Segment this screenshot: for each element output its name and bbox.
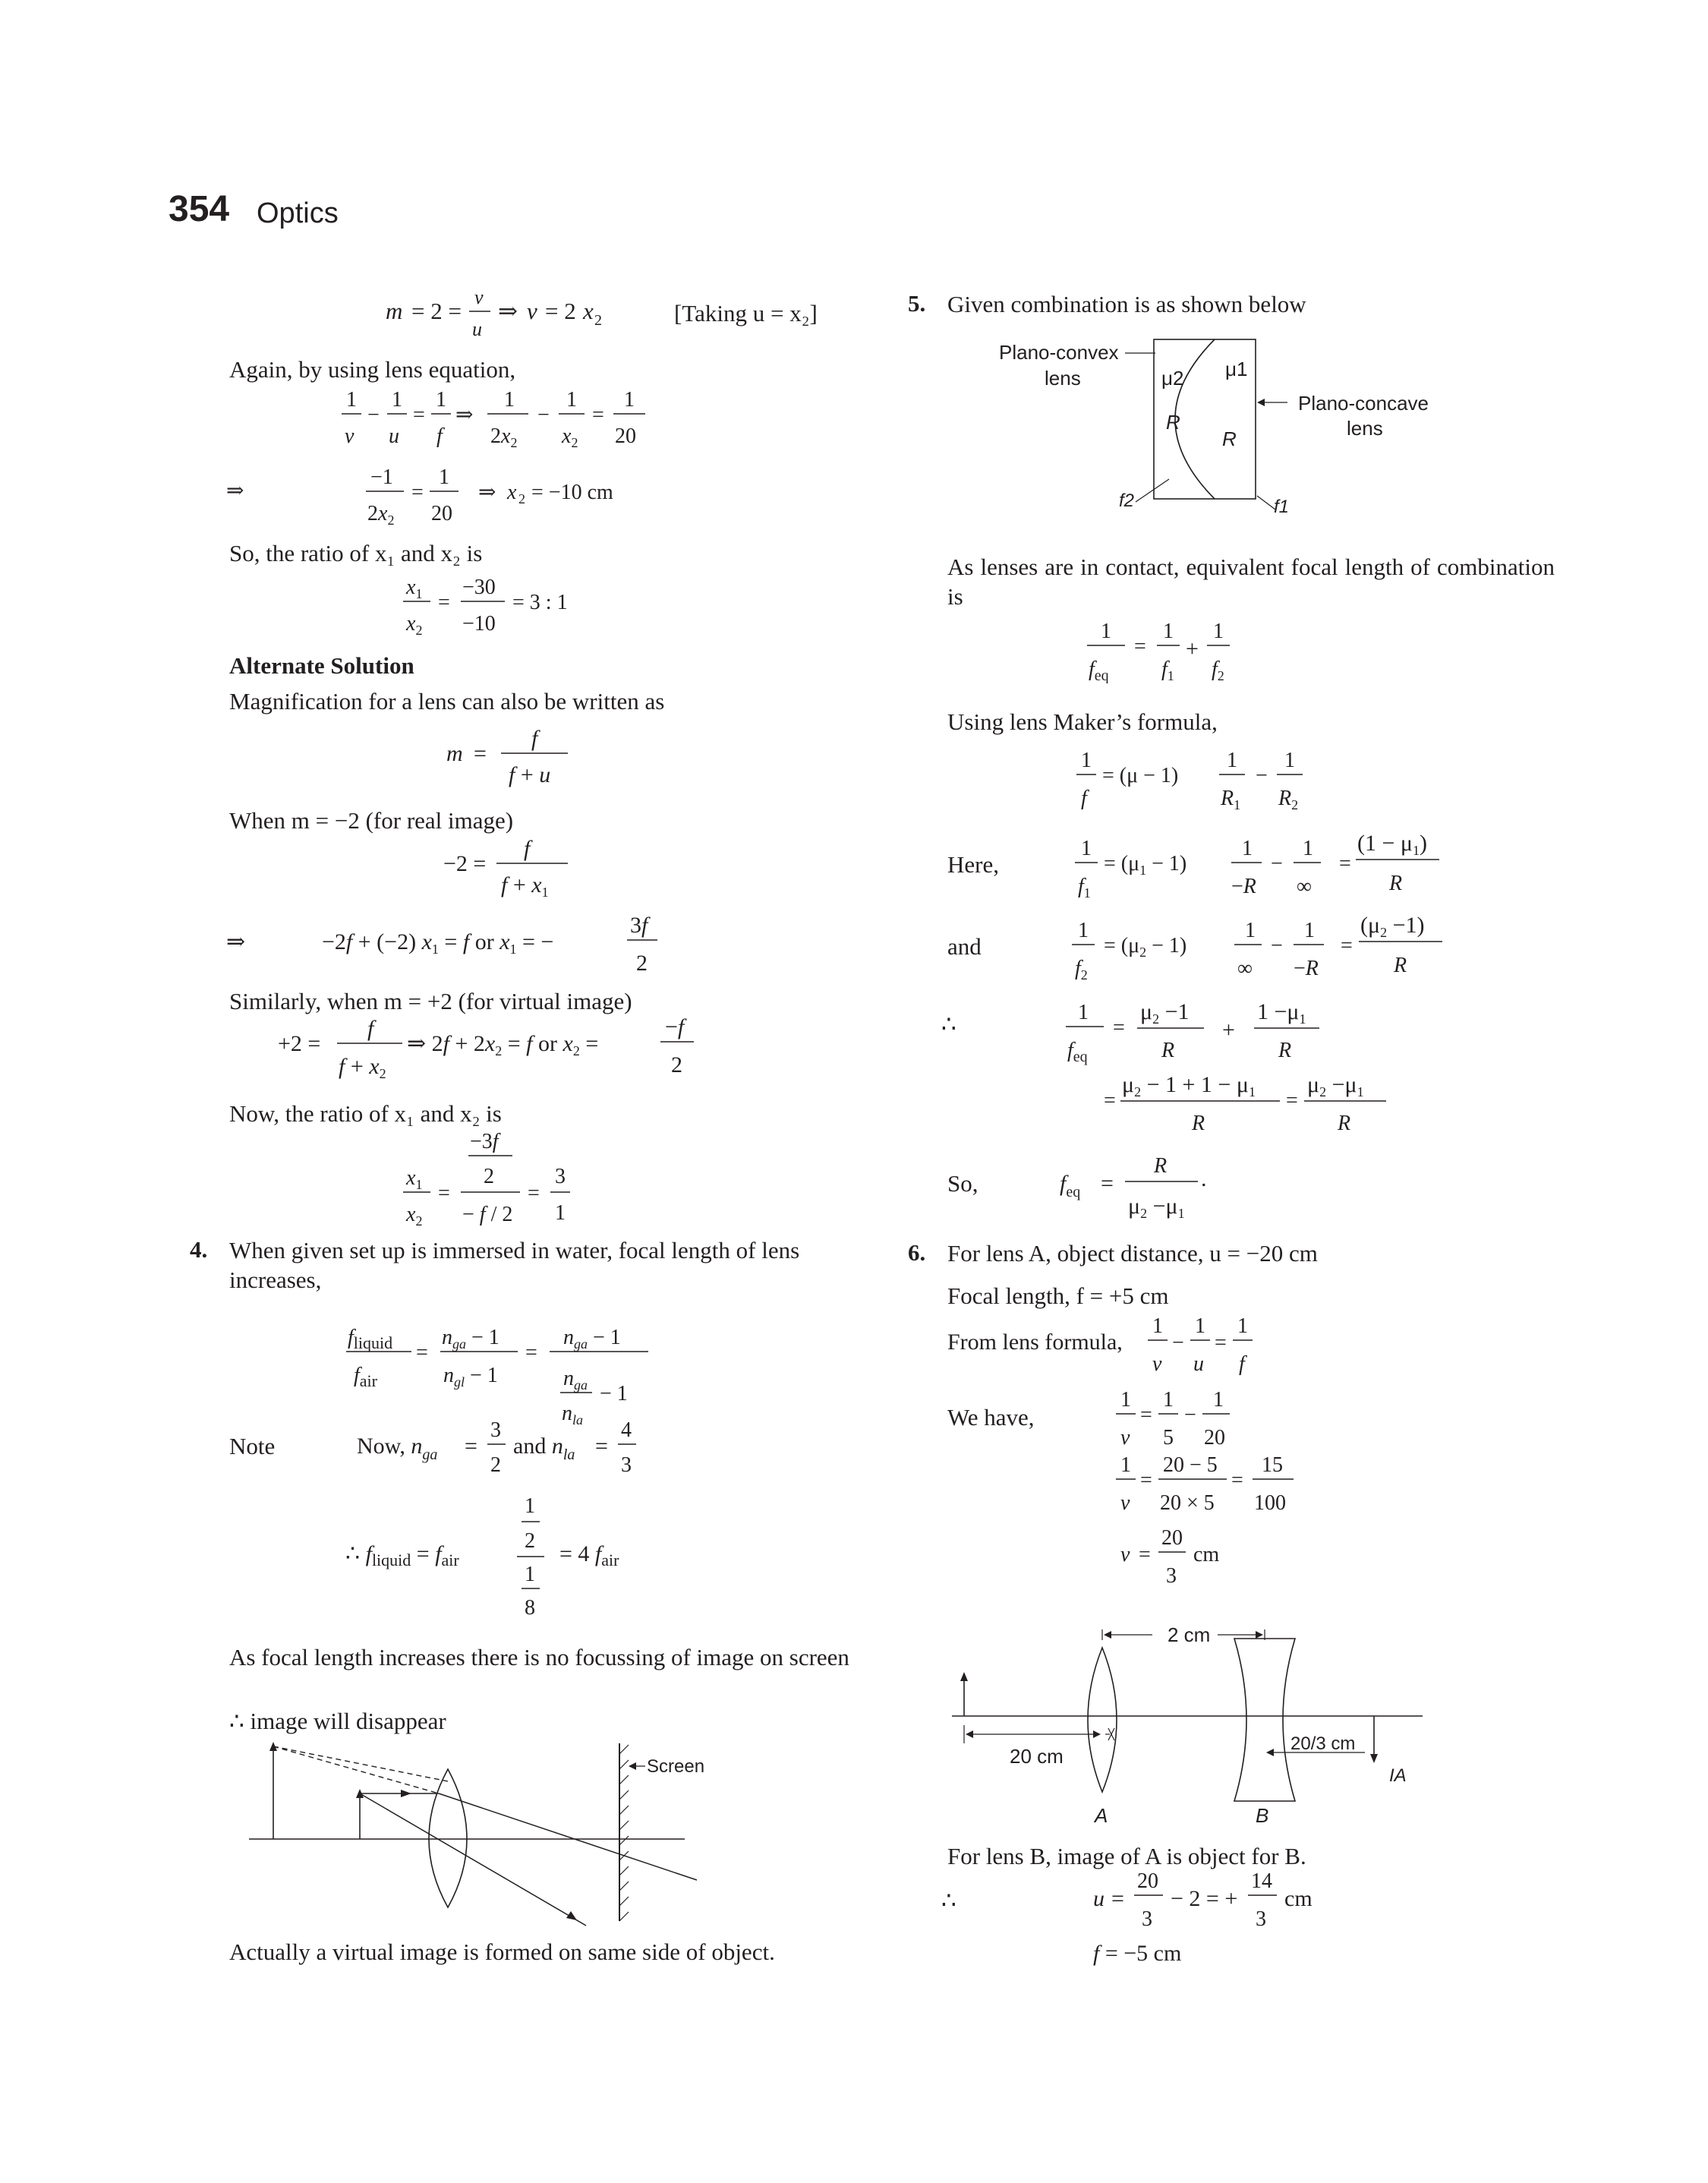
svg-text:= (μ1 − 1): = $(\mu_1 - 1)$	[1104, 852, 1187, 878]
eq-lens-formula	[947, 1310, 1281, 1378]
svg-text:v: v	[1120, 1491, 1130, 1515]
svg-text:B: B	[1256, 1804, 1269, 1822]
svg-text:nga: $n_{ga}$	[563, 1367, 588, 1393]
svg-text:−: −	[537, 403, 550, 427]
svg-text:(μ2 −1): $(\mu_2 -1)$	[1360, 913, 1425, 940]
svg-text:R: R	[1154, 1154, 1168, 1178]
svg-text:m: m	[446, 741, 463, 766]
svg-text:f2: f2	[1119, 491, 1135, 511]
svg-text:R: R	[1192, 1112, 1205, 1135]
eq-feq-final	[1060, 1145, 1227, 1221]
svg-text:μ2 − 1 + 1 − μ1: $\mu_2 - 1 + 1 - \mu_1$	[1122, 1072, 1256, 1099]
svg-text:= 3 : 1: = 3 : 1	[512, 591, 568, 614]
svg-text:u: u	[1193, 1352, 1204, 1376]
alternate-heading: Alternate Solution	[229, 652, 414, 679]
convex-lens	[429, 1769, 467, 1907]
svg-text:⇒ 2f + 2x2 = f or x2 =: ⇒ $2f + 2x_2 = f$ or $x_2$ =	[407, 1031, 599, 1058]
svg-text:= (μ2 − 1): = $(\mu_2 - 1)$	[1104, 934, 1187, 960]
svg-text:=: =	[1215, 1331, 1227, 1355]
svg-text:1: 1	[1213, 1388, 1224, 1412]
svg-text:From lens formula,: From lens formula,	[947, 1330, 1123, 1355]
now-ratio-text: Now, the ratio of x₁ and x₂ is	[229, 1100, 502, 1127]
question-4-number: 4.	[190, 1236, 208, 1263]
again-text: Again, by using lens equation,	[229, 356, 516, 383]
svg-text:R2: $R_2$	[1278, 787, 1299, 812]
svg-text:u: u	[389, 424, 399, 448]
svg-text:R1: $R_1$	[1221, 787, 1241, 812]
svg-text:=: =	[411, 481, 424, 504]
svg-text:R: R	[1278, 1039, 1292, 1062]
svg-text:lens: lens	[1045, 367, 1081, 390]
svg-text:1: 1	[1195, 1314, 1205, 1338]
eq-f-liquid	[345, 1488, 664, 1625]
eq-we-have-3	[1113, 1522, 1234, 1590]
svg-text:−R: −R	[1231, 875, 1256, 898]
chapter-title: Optics	[257, 197, 339, 229]
svg-text:=: =	[465, 1434, 477, 1459]
svg-text:−R: −R	[1294, 957, 1319, 980]
svg-text:1: 1	[346, 388, 357, 412]
svg-text:20 cm: 20 cm	[1010, 1745, 1064, 1768]
svg-text:R: R	[1338, 1112, 1351, 1135]
svg-text:f: f	[436, 424, 443, 448]
svg-text:1: 1	[1284, 749, 1295, 772]
svg-text:20: 20	[431, 502, 452, 525]
svg-text:x1: $x_1$	[406, 576, 423, 601]
svg-text:IA: IA	[1389, 1765, 1407, 1786]
svg-text:ngl − 1: $n_{gl} - 1$	[443, 1364, 498, 1390]
svg-text:feq: $f_{eq}$	[1089, 658, 1109, 683]
svg-text:= (μ − 1): = (μ − 1)	[1102, 764, 1179, 787]
here-label: Here,	[947, 851, 999, 878]
svg-text:(1 − μ1): $(1 - \mu_1)$	[1357, 831, 1427, 858]
svg-text:f1: f1	[1274, 497, 1290, 517]
svg-text:feq: $f_{eq}$	[1067, 1039, 1088, 1065]
svg-text:⇒: ⇒	[455, 403, 474, 427]
svg-text:= 2: = 2	[545, 298, 576, 324]
svg-text:3: 3	[1142, 1907, 1152, 1931]
svg-text:− 1: − 1	[600, 1382, 628, 1405]
note-label: Note	[229, 1433, 276, 1459]
svg-text:= 4 fair: = 4 $f_{air}$	[559, 1541, 619, 1569]
for-lens-b-text: For lens B, image of A is object for B.	[947, 1843, 1306, 1869]
svg-text:=: =	[1339, 852, 1351, 875]
svg-text:2: 2	[518, 491, 525, 506]
svg-text:=: =	[525, 1341, 537, 1364]
svg-text:1: 1	[624, 388, 635, 412]
actually-text: Actually a virtual image is formed on same side of object.	[229, 1939, 775, 1965]
eq-lens-maker	[1070, 744, 1321, 814]
eq-feq-sum	[1055, 992, 1328, 1068]
svg-text:100: 100	[1254, 1491, 1286, 1515]
svg-text:f: f	[531, 726, 538, 751]
svg-text:5: 5	[1163, 1426, 1174, 1450]
svg-text:R: R	[1222, 427, 1237, 450]
eq-u-value	[1093, 1863, 1344, 1932]
eq-x2-result	[226, 459, 666, 529]
svg-text:=: =	[1101, 1171, 1114, 1196]
svg-text:v: v	[1120, 1426, 1130, 1450]
svg-text:1: 1	[1237, 1314, 1248, 1338]
screen-hatch	[619, 1745, 629, 1921]
svg-text:−10: −10	[462, 612, 496, 636]
svg-text:=: =	[528, 1181, 540, 1205]
svg-text:f2: $f_2$	[1212, 658, 1224, 683]
svg-text:=: =	[1140, 1403, 1152, 1427]
svg-text:=: =	[1140, 1468, 1152, 1492]
page-number: 354	[169, 189, 230, 229]
svg-text:=: =	[595, 1434, 608, 1459]
svg-text:+: +	[1186, 636, 1199, 661]
svg-text:R: R	[1161, 1039, 1175, 1062]
svg-text:=: =	[474, 741, 487, 766]
svg-text:2: 2	[594, 312, 602, 329]
svg-text:−: −	[1271, 852, 1283, 875]
eq-lens-equation	[334, 383, 668, 453]
svg-text:=: =	[1111, 1886, 1124, 1911]
svg-text:nla: $n_{la}$	[562, 1402, 584, 1427]
svg-text:1: 1	[555, 1201, 566, 1225]
svg-text:fair: $f_{air}$	[354, 1364, 377, 1390]
svg-text:f: f	[1239, 1352, 1245, 1376]
svg-text:1: 1	[1163, 1388, 1174, 1412]
svg-text:3: 3	[621, 1453, 632, 1477]
question-5-number: 5.	[908, 290, 926, 317]
svg-text:=: =	[1134, 635, 1146, 658]
svg-text:f + x2: $f + x_2$	[339, 1054, 386, 1081]
ray-refracted	[439, 1793, 697, 1880]
taking-note: [Taking u = x₂]	[674, 300, 818, 327]
lens-a	[1088, 1648, 1117, 1792]
svg-text:μ2: μ2	[1161, 367, 1184, 390]
svg-text:=: =	[1113, 1016, 1125, 1039]
and-label: and	[947, 933, 982, 960]
svg-text:− 2 = +: − 2 = +	[1171, 1886, 1238, 1911]
svg-text:3: 3	[555, 1165, 566, 1188]
svg-text:− f / 2: − f / 2	[462, 1203, 513, 1226]
focal-length-text: Focal length, f = +5 cm	[947, 1282, 1169, 1309]
eq-magnification	[440, 721, 592, 790]
svg-text:1: 1	[1227, 749, 1237, 772]
ratio-text: So, the ratio of x₁ and x₂ is	[229, 540, 483, 566]
svg-text:2: 2	[525, 1529, 535, 1553]
svg-text:μ2 −μ1: $\mu_2 -\mu_1$	[1128, 1194, 1185, 1221]
svg-text:=: =	[592, 403, 604, 427]
svg-text:f = −5 cm: f = −5 cm	[1093, 1941, 1182, 1966]
svg-text:1: 1	[1078, 919, 1089, 942]
svg-text:+: +	[1222, 1017, 1235, 1043]
svg-text:20 × 5: 20 × 5	[1160, 1491, 1215, 1515]
svg-text:f: f	[1081, 787, 1087, 810]
svg-text:20 − 5: 20 − 5	[1163, 1453, 1218, 1477]
svg-text:=: =	[1341, 934, 1353, 957]
makers-text: Using lens Maker’s formula,	[947, 708, 1218, 735]
svg-text:⇒: ⇒	[498, 298, 518, 324]
svg-text:x2: $x_2$	[406, 612, 423, 638]
svg-text:=: =	[438, 1181, 450, 1205]
therefore-label: ∴	[941, 1011, 956, 1037]
ray-virtual-1	[273, 1746, 439, 1793]
svg-text:1: 1	[1081, 837, 1092, 860]
svg-text:2: 2	[671, 1052, 682, 1077]
eq-feq	[1078, 614, 1275, 683]
svg-text:x: x	[507, 481, 517, 504]
svg-text:=: =	[438, 591, 450, 614]
svg-text:⇒: ⇒	[226, 929, 246, 954]
svg-text:1: 1	[1081, 749, 1092, 772]
svg-text:= −10 cm: = −10 cm	[531, 481, 613, 504]
svg-text:1: 1	[566, 388, 577, 412]
svg-text:fliquid: $f_{liquid}$	[348, 1326, 393, 1352]
screen-label: Screen	[647, 1756, 705, 1777]
as-focal-text: As focal length increases there is no focussing of image on screen	[229, 1644, 849, 1670]
svg-text:1: 1	[436, 388, 446, 412]
svg-text:R: R	[1166, 411, 1180, 434]
eq-we-have-2	[1113, 1449, 1310, 1517]
svg-text:Plano-concave: Plano-concave	[1298, 392, 1429, 415]
svg-text:1: 1	[1101, 620, 1111, 643]
svg-text:1: 1	[439, 465, 449, 489]
similarly-text: Similarly, when m = +2 (for virtual image)	[229, 988, 632, 1014]
svg-text:1: 1	[1120, 1388, 1131, 1412]
svg-text:−: −	[1172, 1331, 1184, 1355]
svg-text:2 cm: 2 cm	[1168, 1623, 1211, 1646]
eq-minus2	[440, 831, 592, 900]
svg-text:f1: $f_1$	[1078, 875, 1091, 901]
svg-text:2x2: $2x_2$	[490, 424, 518, 450]
svg-text:Plano-convex: Plano-convex	[999, 341, 1119, 364]
svg-text:−: −	[1184, 1403, 1196, 1427]
therefore-label-2: ∴	[941, 1887, 956, 1913]
svg-text:f: f	[524, 836, 531, 861]
svg-text:cm: cm	[1284, 1886, 1313, 1911]
eq-f1	[1070, 828, 1450, 904]
svg-text:1 −μ1: $1 -\mu_1$	[1257, 999, 1306, 1027]
question-4-text: When given set up is immersed in water, focal length of lens increases,	[229, 1237, 800, 1293]
svg-text:feq: $f_{eq}$	[1060, 1171, 1081, 1200]
svg-text:1: 1	[504, 388, 515, 412]
svg-text:v: v	[527, 298, 537, 324]
image-disappear-text: ∴ image will disappear	[229, 1708, 446, 1734]
svg-text:−: −	[1256, 764, 1268, 787]
svg-text:μ1: μ1	[1225, 358, 1248, 380]
svg-text:−1: −1	[370, 465, 393, 489]
svg-text:1: 1	[1303, 837, 1313, 860]
svg-text:3f: 3f	[630, 913, 648, 938]
svg-text:x2: $x_2$	[562, 424, 578, 450]
svg-text:1: 1	[1242, 837, 1253, 860]
svg-text:f + u: f + u	[509, 762, 551, 787]
svg-text:f2: $f_2$	[1075, 957, 1088, 983]
svg-text:m: m	[386, 298, 403, 324]
svg-text:−3f: −3f	[470, 1130, 499, 1153]
svg-text:1: 1	[1120, 1453, 1131, 1477]
lens-b	[1234, 1639, 1295, 1801]
svg-text:1: 1	[1304, 919, 1315, 942]
ray-center	[360, 1793, 586, 1926]
svg-text:−30: −30	[462, 576, 496, 599]
svg-text:20: 20	[1137, 1869, 1158, 1893]
eq-ratio2	[399, 1125, 596, 1232]
svg-text:3: 3	[1256, 1907, 1266, 1931]
two-lens-figure	[949, 1602, 1435, 1822]
svg-text:nga − 1: $n_{ga} - 1$	[563, 1326, 621, 1352]
svg-text:1: 1	[392, 388, 402, 412]
svg-text:15: 15	[1262, 1453, 1283, 1477]
svg-text:v: v	[1152, 1352, 1162, 1376]
svg-text:∴ fliquid = fair: ∴ $f_{liquid} = f_{air}$	[345, 1541, 459, 1569]
svg-text:v: v	[345, 424, 355, 448]
we-have-label: We have,	[947, 1404, 1035, 1431]
eq-we-have-1	[1113, 1383, 1265, 1452]
svg-text:x2: $x_2$	[406, 1203, 423, 1229]
svg-text:.: .	[1201, 1166, 1207, 1191]
svg-text:v: v	[474, 286, 484, 308]
svg-text:=: =	[1104, 1089, 1116, 1112]
svg-text:+2 =: +2 =	[278, 1031, 321, 1056]
svg-text:−: −	[1271, 934, 1283, 957]
svg-text:1: 1	[1213, 620, 1224, 643]
svg-text:R: R	[1394, 954, 1407, 977]
svg-text:−2 =: −2 =	[443, 851, 487, 876]
lens-combination-figure	[987, 330, 1473, 520]
svg-text:μ2 −μ1: $\mu_2 -\mu_1$	[1307, 1072, 1364, 1099]
svg-text:1: 1	[1078, 1001, 1089, 1024]
svg-text:f + x1: $f + x_1$	[501, 872, 549, 900]
svg-text:=: =	[1286, 1089, 1298, 1112]
contact-text: As lenses are in contact, equivalent focal length of combination is	[947, 554, 1555, 610]
svg-text:∞: ∞	[1237, 957, 1253, 980]
svg-text:4: 4	[621, 1418, 632, 1442]
when-m-text: When m = −2 (for real image)	[229, 807, 514, 834]
eq-plus2	[275, 1011, 715, 1081]
svg-text:u: u	[472, 318, 482, 340]
svg-text:and nla: and $n_{la}$	[513, 1434, 575, 1463]
svg-text:3: 3	[1166, 1564, 1177, 1588]
svg-text:1: 1	[1152, 1314, 1163, 1338]
svg-text:20: 20	[1161, 1526, 1183, 1550]
question-5-text: Given combination is as shown below	[947, 291, 1306, 317]
eq-feq-sum2	[1101, 1065, 1420, 1140]
svg-text:v: v	[1120, 1543, 1130, 1566]
svg-text:=: =	[1231, 1468, 1243, 1492]
svg-text:1: 1	[1163, 620, 1174, 643]
ray-virtual-2	[273, 1746, 448, 1781]
question-6-number: 6.	[908, 1239, 926, 1266]
svg-text:2: 2	[490, 1453, 501, 1477]
svg-text:8: 8	[525, 1596, 535, 1620]
svg-text:1: 1	[525, 1563, 535, 1586]
svg-text:2x2: $2x_2$	[367, 502, 395, 528]
svg-text:1: 1	[1245, 919, 1256, 942]
svg-text:x: x	[583, 298, 594, 324]
svg-text:20/3 cm: 20/3 cm	[1290, 1733, 1356, 1754]
svg-text:A: A	[1095, 1804, 1108, 1822]
svg-text:= 2 =: = 2 =	[411, 298, 462, 324]
question-6-text: For lens A, object distance, u = −20 cm	[947, 1240, 1318, 1267]
svg-text:2: 2	[636, 951, 648, 976]
eq-f2	[1063, 910, 1457, 986]
ray-diagram-q4	[243, 1739, 714, 1936]
so-label: So,	[947, 1170, 978, 1197]
svg-text:nga − 1: $n_{ga} - 1$	[442, 1326, 499, 1352]
alternate-text: Magnification for a lens can also be written as	[229, 688, 665, 715]
svg-text:x1: $x_1$	[406, 1166, 423, 1192]
svg-text:14: 14	[1251, 1869, 1272, 1893]
svg-text:−: −	[367, 403, 380, 427]
svg-text:3: 3	[490, 1418, 501, 1442]
svg-text:=: =	[413, 403, 425, 427]
svg-text:R: R	[1389, 872, 1403, 895]
svg-text:Now, nga: Now, $n_{ga}$	[357, 1434, 438, 1463]
svg-text:⇒: ⇒	[226, 479, 244, 503]
svg-text:⇒: ⇒	[478, 481, 496, 504]
svg-text:−f: −f	[665, 1014, 685, 1039]
svg-text:f1: $f_1$	[1161, 658, 1174, 683]
svg-text:=: =	[416, 1341, 428, 1364]
svg-text:cm: cm	[1193, 1543, 1220, 1566]
eq-ratio	[399, 569, 596, 639]
svg-text:−2f + (−2) x1 = f or x1 = −: −2f + (−2) $x_1 = f$ or $x_1$ = −	[322, 929, 554, 957]
svg-text:1: 1	[525, 1494, 535, 1518]
eq-x1-result	[226, 910, 682, 978]
svg-text:2: 2	[484, 1165, 494, 1188]
svg-text:=: =	[1139, 1543, 1151, 1566]
svg-text:μ2 −1: $\mu_2 -1$	[1140, 999, 1190, 1027]
svg-text:u: u	[1093, 1886, 1105, 1911]
svg-text:20: 20	[1204, 1426, 1225, 1450]
eq-now-n	[357, 1411, 660, 1487]
svg-text:∞: ∞	[1297, 875, 1312, 898]
svg-text:lens: lens	[1347, 417, 1383, 440]
eq-f-value	[1093, 1929, 1245, 1974]
svg-text:20: 20	[615, 424, 636, 448]
svg-text:f: f	[367, 1016, 374, 1041]
